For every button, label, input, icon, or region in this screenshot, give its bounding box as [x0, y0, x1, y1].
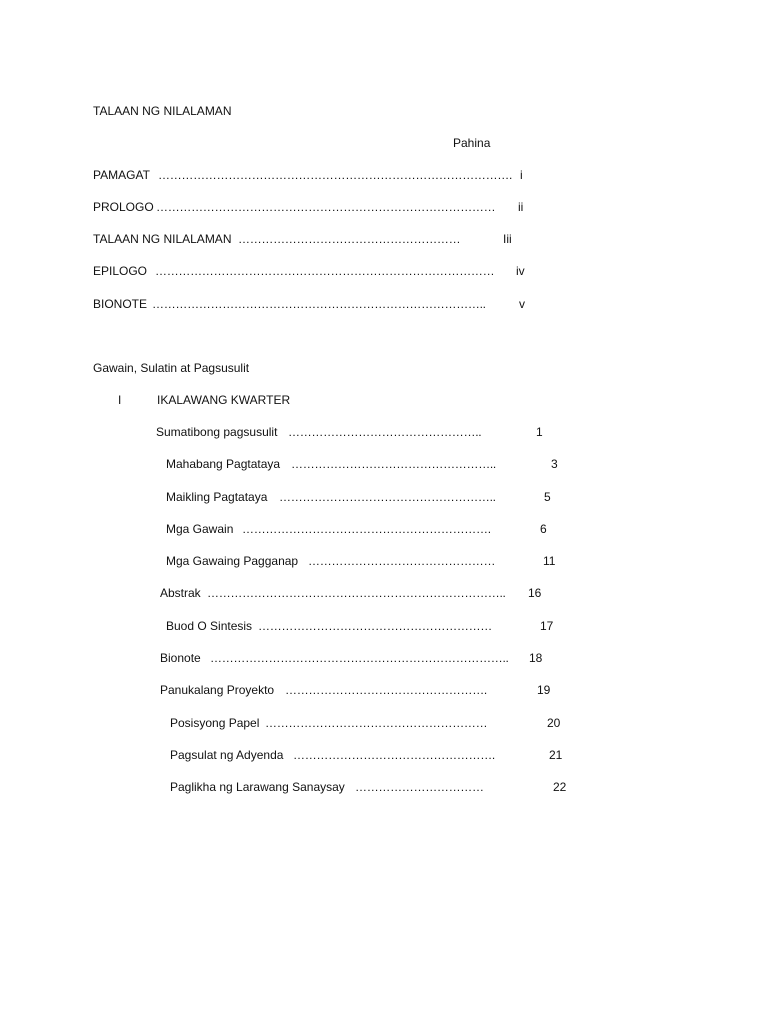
toc-page-number: Iii: [503, 232, 512, 246]
toc-page-number: 3: [551, 457, 558, 471]
toc-leader-dots: ……………………………………………………….: [242, 522, 491, 536]
toc-entry-paglikha-ng-larawang-sanaysay: [170, 780, 580, 794]
toc-entry-label: PAMAGAT: [93, 168, 150, 182]
toc-entry-bionote: [160, 651, 560, 665]
toc-leader-dots: …………………………………………….: [293, 748, 495, 762]
toc-page-number: iv: [516, 264, 525, 278]
toc-entry-label: Bionote: [160, 651, 201, 665]
toc-page-number: 21: [549, 748, 563, 762]
toc-entry-pamagat: [93, 168, 533, 182]
toc-page-number: 17: [540, 619, 554, 633]
toc-entry-mga-gawain: [166, 522, 566, 536]
toc-entry-epilogo: [93, 264, 533, 278]
toc-page-number: 22: [553, 780, 567, 794]
toc-entry-label: Paglikha ng Larawang Sanaysay: [170, 780, 345, 794]
toc-leader-dots: …………………………………………….: [285, 683, 487, 697]
toc-leader-dots: …………………………………………………………………..: [207, 586, 506, 600]
toc-entry-abstrak: [160, 586, 560, 600]
toc-page-number: 6: [540, 522, 547, 536]
toc-leader-dots: …………………………………………..: [288, 425, 482, 439]
toc-page-number: 20: [547, 716, 561, 730]
toc-entry-sumatibong-pagsusulit: [156, 425, 556, 439]
toc-entry-label: Mga Gawaing Pagganap: [166, 554, 299, 568]
toc-entry-label: Sumatibong pagsusulit: [156, 425, 278, 439]
toc-entry-mga-gawaing-pagganap: [166, 554, 566, 568]
toc-page-number: 19: [537, 683, 551, 697]
toc-page-number: 18: [529, 651, 543, 665]
toc-leader-dots: ……………………………: [355, 780, 484, 794]
toc-entry-label: Buod O Sintesis: [166, 619, 253, 633]
toc-entry-label: Abstrak: [160, 586, 201, 600]
toc-entry-label: Panukalang Proyekto: [160, 683, 275, 697]
toc-leader-dots: …………………………………………………………………………..: [152, 297, 486, 311]
toc-entry-label: Mahabang Pagtataya: [166, 457, 281, 471]
toc-entry-buod-o-sintesis: [166, 619, 566, 633]
toc-entry-maikling-pagtataya: [166, 490, 566, 504]
part-title: IKALAWANG KWARTER: [157, 393, 291, 407]
toc-page-number: 16: [528, 586, 542, 600]
toc-leader-dots: ……………………………………………..: [291, 457, 496, 471]
toc-leader-dots: …………………………………………: [308, 554, 496, 568]
toc-page-number: v: [519, 297, 525, 311]
toc-leader-dots: …………………………………………………: [265, 716, 488, 730]
toc-page-number: 5: [544, 490, 551, 504]
toc-entry-prologo: [93, 200, 533, 214]
toc-entry-label: EPILOGO: [93, 264, 148, 278]
toc-entry-label: TALAAN NG NILALAMAN: [93, 232, 232, 246]
toc-page-number: ii: [518, 200, 524, 214]
toc-leader-dots: ……………………………………………………………………………: [156, 200, 496, 214]
toc-leader-dots: ……………………………………………………………………………….: [158, 168, 513, 182]
toc-page-number: 11: [543, 554, 556, 568]
toc-entry-label: Pagsulat ng Adyenda: [170, 748, 284, 762]
page-column-header: Pahina: [453, 136, 491, 150]
toc-title: TALAAN NG NILALAMAN: [93, 104, 232, 118]
toc-page-number: i: [520, 168, 523, 182]
toc-entry-label: Maikling Pagtataya: [166, 490, 268, 504]
toc-entry-label: BIONOTE: [93, 297, 148, 311]
toc-entry-posisyong-papel: [170, 716, 570, 730]
toc-leader-dots: …………………………………………………………………..: [210, 651, 509, 665]
toc-entry-bionote-front: [93, 297, 533, 311]
part-numeral: I: [118, 393, 122, 407]
toc-leader-dots: ……………………………………………………………………………: [155, 264, 495, 278]
toc-entry-label: Mga Gawain: [166, 522, 234, 536]
toc-leader-dots: ……………………………………………………: [258, 619, 493, 633]
toc-entry-pagsulat-ng-adyenda: [170, 748, 570, 762]
toc-entry-label: PROLOGO: [93, 200, 154, 214]
toc-entry-label: Posisyong Papel: [170, 716, 260, 730]
toc-leader-dots: ………………………………………………..: [279, 490, 496, 504]
toc-entry-talaan: [93, 232, 533, 246]
section-heading: Gawain, Sulatin at Pagsusulit: [93, 361, 250, 375]
toc-leader-dots: …………………………………………………: [238, 232, 461, 246]
toc-page-number: 1: [536, 425, 543, 439]
toc-entry-mahabang-pagtataya: [166, 457, 566, 471]
toc-entry-panukalang-proyekto: [160, 683, 560, 697]
